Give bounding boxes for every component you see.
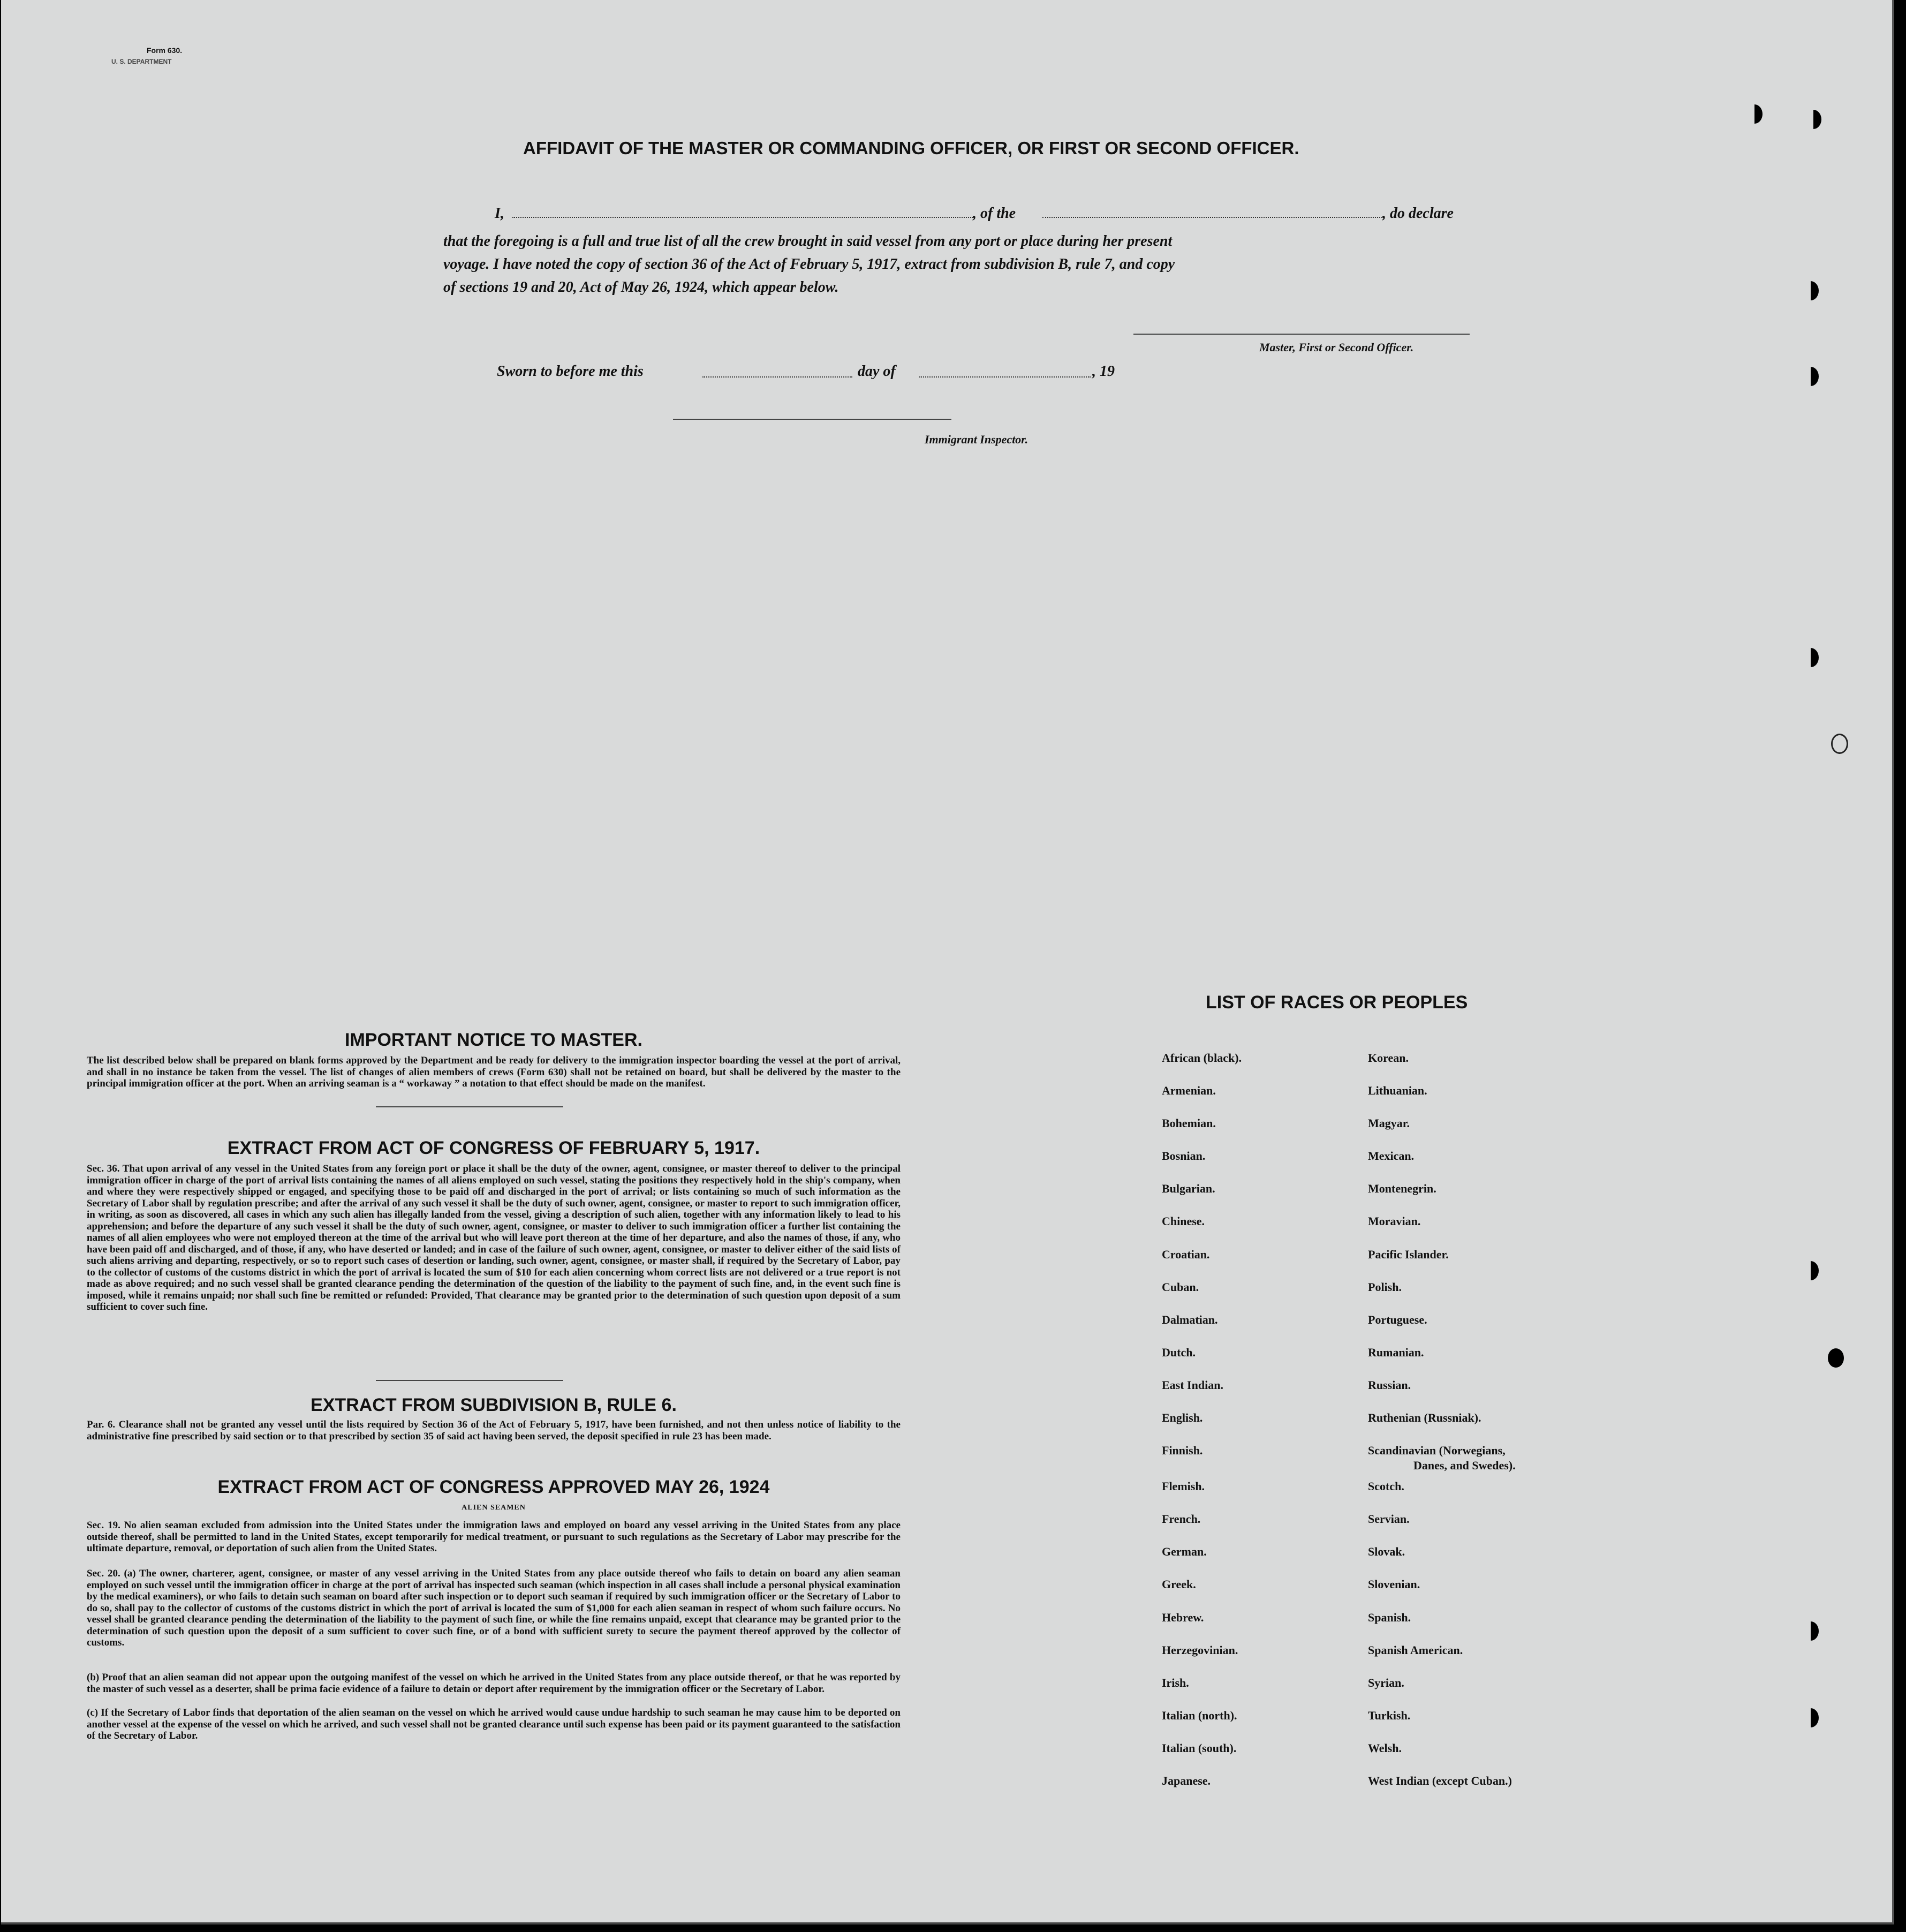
punch-hole-icon (1803, 648, 1819, 667)
race-item: Scandinavian (Norwegians, (1368, 1444, 1506, 1458)
sec20a-text: Sec. 20. (a) The owner, charterer, agent, consignee, or master of any vessel arriving in the United States from any place outside thereof who fails to detain on board any alien seaman employed on such vessel until the immigration officer in charge at the port of arrival has inspected such seaman (which inspection in all cases shall include a personal physical examination by the medical examiners), or who fails to detain such seaman on board after such inspection or to deport such seaman if required by such immigration officer or the Secretary of Labor to do so, shall pay to the collector of customs of the customs district in which the port of arrival is located the sum of $1,000 for each alien seaman in respect of whom such failure occurs. No vessel shall be granted clearance pending the determination of the liability to the payment of such fine, or while the fine remains unpaid, except that clearance may be granted prior to the determination of such question upon the deposit of a sum sufficient to cover such fine, or of a bond with sufficient surety to secure the payment thereof approved by the collector of customs. (87, 1568, 901, 1648)
races-right-column (1368, 1051, 1582, 1807)
race-item: Greek. (1162, 1578, 1196, 1591)
affidavit-body-line2: voyage. I have noted the copy of section 36 of the Act of February 5, 1917, extract from subdivision B, rule 7, and copy (443, 256, 1175, 273)
race-item: Herzegovinian. (1162, 1643, 1238, 1657)
race-item: Slovak. (1368, 1545, 1405, 1559)
race-item: French. (1162, 1512, 1201, 1526)
affidavit-body-line1: that the foregoing is a full and true list of all the crew brought in said vessel from any port or place during her present (443, 233, 1173, 250)
race-item: Bohemian. (1162, 1116, 1216, 1130)
affidavit-do-declare: , do declare (1382, 205, 1454, 222)
year-label: , 19 (1092, 363, 1115, 380)
race-item: Bosnian. (1162, 1149, 1206, 1163)
race-item: Flemish. (1162, 1480, 1205, 1493)
race-item: Dalmatian. (1162, 1312, 1218, 1326)
affidavit-i-label: I, (495, 205, 504, 222)
races-title: LIST OF RACES OR PEOPLES (1206, 992, 1468, 1013)
race-item: Polish. (1368, 1280, 1402, 1294)
race-item: Lithuanian. (1368, 1084, 1427, 1098)
race-item: Syrian. (1368, 1676, 1404, 1689)
punch-hole-icon (1831, 734, 1848, 754)
inspector-signature-line[interactable] (673, 419, 951, 420)
race-item: Scotch. (1368, 1480, 1404, 1493)
race-item: Japanese. (1162, 1773, 1211, 1787)
affidavit-of-the: , of the (973, 205, 1016, 222)
signature-line[interactable] (1133, 334, 1470, 335)
race-item: Irish. (1162, 1676, 1189, 1689)
race-item: Rumanian. (1368, 1345, 1424, 1359)
extract-1917-title: EXTRACT FROM ACT OF CONGRESS OF FEBRUARY 5, 1917. (227, 1138, 760, 1158)
race-item: Servian. (1368, 1512, 1410, 1526)
extract-1924-subtitle: ALIEN SEAMEN (462, 1504, 526, 1512)
vessel-name-field[interactable] (1042, 217, 1382, 218)
races-left-column (1162, 1051, 1355, 1807)
signer-label: Master, First or Second Officer. (1259, 341, 1414, 354)
race-item: Spanish. (1368, 1610, 1411, 1624)
race-item: Slovenian. (1368, 1578, 1420, 1591)
notice-text: The list described below shall be prepared on blank forms approved by the Department and be ready for delivery to the immigration inspector boarding the vessel at the port of arrival, and shall in no instance be taken from the vessel. The list of changes of alien members of crews (Form 630) shall not be retained on board, but shall be delivered by the master to the principal immigration officer at the port. When an arriving seaman is a “ workaway ” a notation to that effect should be made on the manifest. (87, 1055, 901, 1089)
master-name-field[interactable] (512, 217, 973, 218)
race-item: Bulgarian. (1162, 1182, 1215, 1196)
sec20b-text: (b) Proof that an alien seaman did not appear upon the outgoing manifest of the vessel on which he arrived in the United States from any place outside thereof, or that he was reported by the master of such vessel as a deserter, shall be prima facie evidence of a failure to detain or deport after requirement by the immigration officer or the Secretary of Labor. (87, 1672, 901, 1695)
race-item: Mexican. (1368, 1149, 1415, 1163)
day-of-label: day of (858, 363, 896, 380)
form-department: U. S. DEPARTMENT (111, 58, 172, 65)
punch-hole-icon (1805, 110, 1821, 129)
divider (376, 1106, 563, 1107)
race-item: English. (1162, 1411, 1203, 1425)
race-item: Korean. (1368, 1051, 1409, 1065)
extract-1917-text: Sec. 36. That upon arrival of any vessel in the United States from any foreign port or place it shall be the duty of the owner, agent, consignee, or master thereof to deliver to the principal immigration officer in charge of the port of arrival lists containing the names of all aliens employed on such vessel, stating the positions they respectively hold in the ship's company, when and where they were respectively shipped or engaged, and specifying those to be paid off and discharged in the port of arrival; or lists containing so much of such information as the Secretary of Labor shall by regulation prescribe; and after the arrival of any such vessel it shall be the duty of such owner, agent, consignee, or master to report to such immigration officer, in writing, as soon as discovered, all cases in which any such alien has illegally landed from the vessel, giving a description of such alien, together with any information likely to lead to his apprehension; and before the departure of any such vessel it shall be the duty of such owner, agent, consignee, or master to deliver to such immigration officer a further list containing the names of all alien employees who were not employed thereon at the time of the arrival but who will leave port thereon at the time of her departure, and also the names of those, if any, who have been paid off and discharged, and of those, if any, who have deserted or landed; and in case of the failure of such owner, agent, consignee, or master to deliver either of the said lists of such aliens arriving and departing, respectively, or so to report such cases of desertion or landing, such owner, agent, consignee, or master shall, if required by the Secretary of Labor, pay to the collector of customs of the customs district in which the port of arrival is located the sum of $10 for each alien concerning whom correct lists are not delivered or a true report is not made as above required; and no such vessel shall be granted clearance pending the determination of the question of the liability to the payment of such fine, and, in the event such fine is imposed, while it remains unpaid; nor shall such fine be remitted or refunded: Provided, That clearance may be granted prior to the determination of such question upon deposit of a sum sufficient to cover such fine. (87, 1163, 901, 1312)
race-item: Magyar. (1368, 1116, 1410, 1130)
race-item: Moravian. (1368, 1214, 1421, 1228)
race-item: Finnish. (1162, 1444, 1203, 1458)
race-item: Cuban. (1162, 1280, 1199, 1294)
race-item: Italian (north). (1162, 1708, 1237, 1722)
punch-hole-icon (1746, 104, 1763, 124)
race-item: African (black). (1162, 1051, 1242, 1065)
race-item: Ruthenian (Russniak). (1368, 1411, 1481, 1425)
race-item: Montenegrin. (1368, 1182, 1436, 1196)
race-item: Russian. (1368, 1378, 1411, 1392)
punch-hole-icon (1828, 1348, 1844, 1368)
inspector-label: Immigrant Inspector. (925, 433, 1028, 446)
race-item: Dutch. (1162, 1345, 1196, 1359)
sec20c-text: (c) If the Secretary of Labor finds that deportation of the alien seaman on the vessel on which he arrived would cause undue hardship to such seaman he may cause him to be deported on another vessel at the expense of the vessel on which he arrived, and such vessel shall not be granted clearance until such expense has been paid or its payment guaranteed to the satisfaction of the Secretary of Labor. (87, 1707, 901, 1741)
divider (376, 1380, 563, 1381)
race-item: Portuguese. (1368, 1312, 1427, 1326)
race-item: Danes, and Swedes). (1413, 1459, 1516, 1473)
race-item: German. (1162, 1545, 1207, 1559)
punch-hole-icon (1803, 281, 1819, 300)
punch-hole-icon (1803, 1708, 1819, 1727)
affidavit-title: AFFIDAVIT OF THE MASTER OR COMMANDING OFFICER, OR FIRST OR SECOND OFFICER. (523, 138, 1299, 158)
race-item: Armenian. (1162, 1084, 1216, 1098)
punch-hole-icon (1803, 367, 1819, 386)
form-number: Form 630. (147, 46, 183, 55)
extract-1924-title: EXTRACT FROM ACT OF CONGRESS APPROVED MAY 26, 1924 (217, 1477, 770, 1497)
race-item: Italian (south). (1162, 1741, 1237, 1755)
notice-title: IMPORTANT NOTICE TO MASTER. (345, 1030, 642, 1050)
race-item: Pacific Islander. (1368, 1247, 1449, 1261)
race-item: West Indian (except Cuban.) (1368, 1773, 1512, 1787)
sec19-text: Sec. 19. No alien seaman excluded from admission into the United States under the immigration laws and employed on board any vessel arriving in the United States from any place outside thereof, shall be permitted to land in the United States, except temporarily for medical treatment, or pursuant to such regulations as the Secretary of Labor may prescribe for the ultimate departure, removal, or deportation of such alien from the United States. (87, 1520, 901, 1554)
race-item: Turkish. (1368, 1708, 1411, 1722)
sworn-day-field[interactable] (702, 376, 852, 378)
race-item: Welsh. (1368, 1741, 1402, 1755)
extract-rule-title: EXTRACT FROM SUBDIVISION B, RULE 6. (311, 1395, 677, 1415)
race-item: Chinese. (1162, 1214, 1205, 1228)
sworn-month-field[interactable] (919, 376, 1091, 378)
affidavit-body-line3: of sections 19 and 20, Act of May 26, 1924, which appear below. (443, 279, 839, 296)
document-page (1, 0, 1894, 1925)
race-item: Spanish American. (1368, 1643, 1463, 1657)
race-item: Croatian. (1162, 1247, 1210, 1261)
race-item: Hebrew. (1162, 1610, 1204, 1624)
punch-hole-icon (1803, 1261, 1819, 1280)
extract-rule-text: Par. 6. Clearance shall not be granted any vessel until the lists required by Section 36 of the Act of February 5, 1917, have been furnished, and not then unless notice of liability to the administrative fine prescribed by said section or to that prescribed by section 35 of said act having been served, the deposit specified in rule 23 has been made. (87, 1419, 901, 1442)
punch-hole-icon (1803, 1621, 1819, 1641)
sworn-label: Sworn to before me this (497, 363, 644, 380)
race-item: East Indian. (1162, 1378, 1223, 1392)
